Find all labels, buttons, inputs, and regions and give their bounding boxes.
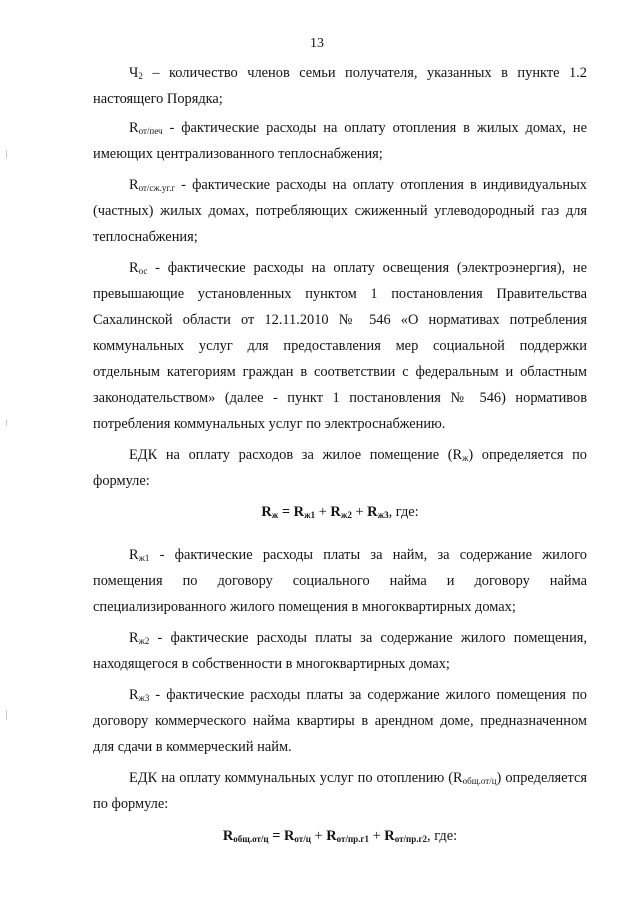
formula-operator: + xyxy=(368,828,385,844)
term-symbol: R xyxy=(129,177,139,193)
formula-housing xyxy=(93,499,587,525)
paragraph-text: ЕДК на оплату расходов за жилое помещение (R xyxy=(129,447,463,463)
term-subscript: ж1 xyxy=(138,553,150,563)
paragraph-text: - фактические расходы на оплату отопления в жилых домах, не имеющих централизованного теплоснабжения; xyxy=(93,120,587,162)
paragraph-ros xyxy=(93,255,587,437)
term-subscript: ж xyxy=(462,453,469,463)
term-subscript: от/сж.уг.г xyxy=(138,183,176,193)
paragraph-ch2 xyxy=(93,60,587,112)
paragraph-rzh3 xyxy=(93,682,587,760)
formula-term: $R_{ж1}$ xyxy=(293,504,316,520)
term-symbol: R xyxy=(129,630,139,646)
formula-operator: + xyxy=(310,828,327,844)
document-body xyxy=(93,60,587,865)
term-subscript: ж3 xyxy=(138,693,150,703)
formula-tail: , где: xyxy=(427,828,458,844)
formula-heating xyxy=(93,823,587,849)
formula-term: $R_{от/пр.г2}$ xyxy=(384,828,428,844)
paragraph-rotszh xyxy=(93,172,587,250)
paragraph-text: – количество членов семьи получателя, указанных в пункте 1.2 настоящего Порядка; xyxy=(93,65,587,107)
formula-tail: , где: xyxy=(388,504,419,520)
formula-operator: = xyxy=(278,504,294,520)
formula-term: $R_{ж3}$ xyxy=(367,504,389,520)
paragraph-text: ЕДК на оплату коммунальных услуг по отоплению (R xyxy=(129,770,463,786)
term-symbol: Ч xyxy=(129,65,139,81)
formula-operator: + xyxy=(315,504,331,520)
paragraph-rzh2 xyxy=(93,625,587,677)
scan-margin-mark xyxy=(6,420,7,426)
term-symbol: R xyxy=(129,547,139,563)
paragraph-rotpech xyxy=(93,115,587,167)
term-symbol: R xyxy=(129,120,139,136)
page-number: 13 xyxy=(310,36,324,51)
paragraph-edk-utilities xyxy=(93,765,587,817)
scan-margin-mark xyxy=(6,710,7,720)
formula-term: $R_{общ.от/ц}$ xyxy=(222,828,269,844)
formula-term: $R_ж$ xyxy=(261,504,279,520)
paragraph-text: ) определяется по формуле: xyxy=(93,447,587,489)
paragraph-rzh1 xyxy=(93,542,587,620)
paragraph-text: - фактические расходы платы за содержание жилого помещения по договору коммерческого найма квартиры в арендном доме, предназначенном для сдачи в коммерческий найм. xyxy=(93,687,587,755)
formula-term: $R_{от/ц}$ xyxy=(284,828,311,844)
paragraph-text: - фактические расходы платы за найм, за содержание жилого помещения по договору социального найма и договору найма специализированного жилого помещения в многоквартирных домах; xyxy=(93,547,587,615)
formula-term: $R_{от/пр.г1}$ xyxy=(326,828,369,844)
term-subscript: ос xyxy=(138,266,148,276)
term-subscript: ж2 xyxy=(138,636,150,646)
formula-term: $R_{ж2}$ xyxy=(330,504,352,520)
term-symbol: R xyxy=(129,687,139,703)
term-subscript: от/печ xyxy=(138,126,163,136)
paragraph-text: - фактические расходы платы за содержание жилого помещения, находящегося в собственности в многоквартирных домах; xyxy=(93,630,587,672)
paragraph-edk-housing xyxy=(93,442,587,494)
formula-operator: = xyxy=(268,828,285,844)
paragraph-text: ) определяется по формуле: xyxy=(93,770,587,812)
paragraph-text: - фактические расходы на оплату отопления в индивидуальных (частных) жилых домах, потребляющих сжиженный углеводородный газ для теплоснабжения; xyxy=(93,177,587,245)
formula-operator: + xyxy=(351,504,368,520)
scan-margin-mark xyxy=(6,150,7,158)
term-subscript: общ.от/ц xyxy=(462,776,497,786)
paragraph-text: - фактические расходы на оплату освещения (электроэнергия), не превышающие установленных пунктом 1 постановления Правительства Сахалинской области от 12.11.2010 № 546 «О нормативах потребления коммунальных услуг для предоставления мер социальной поддержки отдельным категориям граждан в соответствии с федеральным и областным законодательством» (далее - пункт 1 постановления № 546) нормативов потребления коммунальных услуг по электроснабжению. xyxy=(93,260,587,432)
term-symbol: R xyxy=(129,260,139,276)
term-subscript: 2 xyxy=(138,71,143,81)
